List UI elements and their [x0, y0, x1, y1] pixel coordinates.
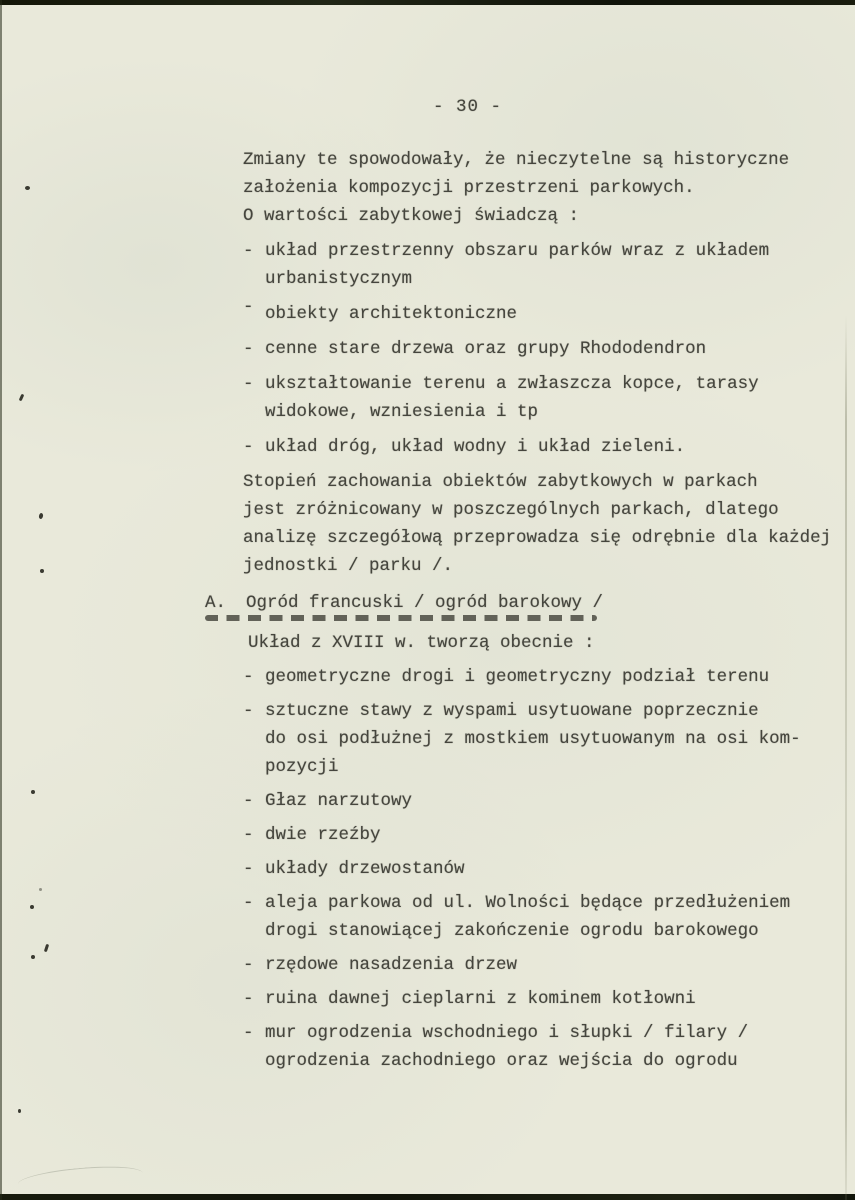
paragraph-stopien: [243, 468, 843, 580]
bullet-item-geometryczne: [243, 663, 843, 691]
text-line: aleja parkowa od ul. Wolności będące przedłużeniem: [265, 893, 791, 913]
text-line: urbanistycznym: [265, 269, 413, 289]
ink-speck: [18, 1109, 21, 1113]
text-line: Zmiany te spowodowały, że nieczytelne są historyczne: [243, 150, 790, 170]
bullet-item-sztuczne-stawy: [243, 697, 843, 781]
bullet-dash: -: [243, 437, 254, 457]
text-line: ukształtowanie terenu a zwłaszcza kopce, tarasy: [265, 374, 759, 394]
text-line: cenne stare drzewa oraz grupy Rhododendron: [265, 339, 707, 359]
text-line: mur ogrodzenia wschodniego i słupki / filary /: [265, 1023, 749, 1043]
ink-speck: [30, 905, 34, 909]
ink-speck: [25, 186, 30, 190]
bullet-dash: -: [243, 701, 254, 721]
bullet-dash: -: [243, 791, 254, 811]
ink-speck: [44, 944, 49, 953]
bullet-dash: -: [243, 1023, 254, 1043]
bullet-dash: -: [243, 241, 254, 261]
bullet-dash: -: [243, 297, 254, 317]
bullet-item-obiekty: [243, 297, 843, 328]
text-line: sztuczne stawy z wyspami usytuowane poprzecznie: [265, 701, 759, 721]
pencil-mark: [17, 1163, 143, 1195]
bullet-item-uklad-przestrzenny: [243, 237, 843, 293]
bullet-item-cenne-drzewa: [243, 335, 843, 363]
text-line: układ przestrzenny obszaru parków wraz z układem: [265, 241, 770, 261]
ink-speck: [19, 394, 25, 402]
bullet-item-rzezby: [243, 821, 843, 849]
bullet-item-ruina: [243, 985, 843, 1013]
text-line: geometryczne drogi i geometryczny podział terenu: [265, 667, 770, 687]
text-line: ruina dawnej cieplarni z kominem kotłowni: [265, 989, 696, 1009]
text-line: jednostki / parku /.: [243, 556, 454, 576]
bullet-item-rzedowe: [243, 951, 843, 979]
text-line: widokowe, wzniesienia i tp: [265, 402, 539, 422]
page-number: - 30 -: [433, 97, 503, 117]
scan-edge-left: [0, 0, 2, 1200]
text-line: ogrodzenia zachodniego oraz wejścia do ogrodu: [265, 1051, 738, 1071]
bullet-dash: -: [243, 893, 254, 913]
ink-speck: [31, 790, 35, 794]
bullet-dash: -: [243, 339, 254, 359]
bullet-item-uksztaltowanie: [243, 370, 843, 426]
bullet-dash: -: [243, 374, 254, 394]
section-title: Ogród francuski / ogród barokowy /: [246, 593, 604, 613]
bullet-item-drzewostany: [243, 855, 843, 883]
page-crease: [845, 315, 847, 1200]
text-line: jest zróżnicowany w poszczególnych parkach, dlatego: [243, 500, 779, 520]
bullet-dash: -: [243, 859, 254, 879]
text-line: rzędowe nasadzenia drzew: [265, 955, 518, 975]
ink-speck: [39, 888, 42, 891]
page-content: [205, 146, 843, 1081]
ink-speck: [31, 955, 35, 959]
text-line: O wartości zabytkowej świadczą :: [243, 206, 580, 226]
bullet-dash: -: [243, 955, 254, 975]
section-letter: A.: [205, 593, 227, 613]
paragraph-intro: [243, 146, 843, 230]
bullet-dash: -: [243, 825, 254, 845]
section-heading-a: [205, 589, 843, 621]
text-line: układ dróg, układ wodny i układ zieleni.: [265, 437, 686, 457]
bullet-item-mur: [243, 1019, 843, 1075]
text-line: Głaz narzutowy: [265, 791, 413, 811]
bullet-dash: -: [243, 989, 254, 1009]
bullet-dash: -: [243, 667, 254, 687]
text-line: pozycji: [265, 757, 339, 777]
text-line: założenia kompozycji przestrzeni parkowych.: [243, 178, 695, 198]
text-line: obiekty architektoniczne: [265, 304, 518, 324]
text-line: analizę szczegółową przeprowadza się odrębnie dla każdej: [243, 528, 832, 548]
bullet-item-aleja: [243, 889, 843, 945]
text-line: układy drzewostanów: [265, 859, 465, 879]
text-line: do osi podłużnej z mostkiem usytuowanym na osi kom-: [265, 729, 801, 749]
scan-edge-bottom: [0, 1194, 855, 1200]
subheading-uklad: Układ z XVIII w. tworzą obecnie :: [248, 633, 595, 653]
scan-edge-top: [0, 0, 855, 5]
text-line: Stopień zachowania obiektów zabytkowych w parkach: [243, 472, 758, 492]
bullet-item-glaz: [243, 787, 843, 815]
ink-speck: [40, 569, 44, 573]
text-line: drogi stanowiącej zakończenie ogrodu barokowego: [265, 921, 759, 941]
bullet-item-uklad-drog: [243, 433, 843, 461]
ink-speck: [38, 513, 43, 520]
text-line: dwie rzeźby: [265, 825, 381, 845]
